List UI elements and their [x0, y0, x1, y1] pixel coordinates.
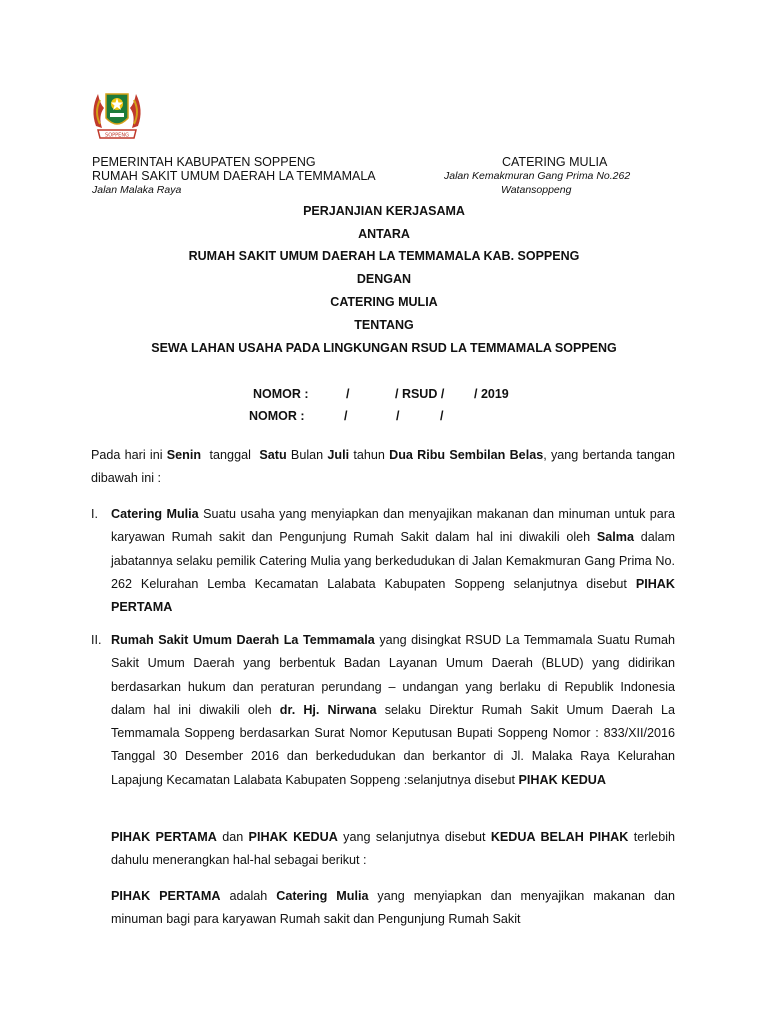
party-1-representative: Salma — [596, 530, 634, 545]
party-2-representative: dr. Hj. Nirwana — [279, 702, 377, 717]
intro-paragraph: Pada hari ini Senin tanggal Satu Bulan Juli tahun Dua Ribu Sembilan Belas, yang bertanda tangan dibawah ini : — [91, 448, 675, 486]
header-catering-address: Jalan Kemakmuran Gang Prima No.262 — [444, 170, 631, 182]
both-parties-paragraph: PIHAK PERTAMA dan PIHAK KEDUA yang selanjutnya disebut KEDUA BELAH PIHAK terlebih dahulu menerangkan hal-hal sebagai berikut : — [111, 830, 675, 868]
intro-date: Satu — [259, 448, 287, 462]
nomor-2-sep-2: / — [396, 409, 400, 423]
party-1-paragraph: Catering Mulia Suatu usaha yang menyiapkan dan menyajikan makanan dan minuman untuk para karyawan Rumah sakit dan Pengunjung Rumah Sakit dalam hal ini diwakili oleh Salma dalam jabatannya selaku pemilik Catering Mulia yang berkedudukan di Jalan Kemakmuran Gang Prima No. 262 Kelurahan Lemba Kecamatan Lalabata Kabupaten Soppeng selanjutnya disebut PIHAK PERTAMA — [111, 507, 675, 615]
emblem-caption: SOPPENG — [105, 132, 129, 139]
title-line-2: ANTARA — [358, 227, 410, 241]
intro-month: Juli — [327, 448, 350, 462]
party-2-name: Rumah Sakit Umum Daerah La Temmamala — [111, 633, 375, 647]
title-line-6: TENTANG — [354, 318, 414, 332]
party-1-role: PIHAK PERTAMA — [111, 576, 675, 615]
nomor-2-sep-1: / — [344, 409, 348, 423]
party-1-number: I. — [91, 507, 98, 521]
title-line-7: SEWA LAHAN USAHA PADA LINGKUNGAN RSUD LA TEMMAMALA SOPPENG — [151, 341, 617, 355]
party-2-paragraph: Rumah Sakit Umum Daerah La Temmamala yang disingkat RSUD La Temmamala Suatu Rumah Sakit Umum Daerah yang berbentuk Badan Layanan Umum Daerah (BLUD) yang didirikan berdasarkan hukum dan peraturan perundang – undangan yang berlaku di Republik Indonesia dalam hal ini diwakili oleh dr. Hj. Nirwana selaku Direktur Rumah Sakit Umum Daerah La Temmamala Soppeng berdasarkan Surat Nomor Keputusan Bupati Soppeng Nomor : 833/XII/2016 Tanggal 30 Desember 2016 dan berkedudukan dan berkantor di Jl. Malaka Raya Kelurahan Lapajung Kecamatan Lalabata Kabupaten Soppeng :selanjutnya disebut PIHAK KEDUA — [111, 633, 675, 787]
header-catering-name: CATERING MULIA — [502, 155, 608, 169]
nomor-1-year: / 2019 — [474, 387, 509, 401]
nomor-label-1: NOMOR : — [253, 387, 309, 401]
intro-day: Senin — [166, 448, 202, 462]
intro-year: Dua Ribu Sembilan Belas — [389, 448, 544, 462]
title-line-1: PERJANJIAN KERJASAMA — [303, 204, 465, 218]
nomor-2-sep-3: / — [440, 409, 444, 423]
title-line-4: DENGAN — [356, 272, 412, 286]
nomor-label-2: NOMOR : — [249, 409, 305, 423]
header-hospital: RUMAH SAKIT UMUM DAERAH LA TEMMAMALA — [92, 169, 376, 183]
nomor-1-sep-2: / RSUD / — [395, 387, 445, 401]
party-1-name: Catering Mulia — [111, 507, 199, 521]
title-line-3: RUMAH SAKIT UMUM DAERAH LA TEMMAMALA KAB. SOPPENG — [188, 249, 580, 263]
header-catering-city: Watansoppeng — [501, 184, 572, 196]
nomor-1-sep-1: / — [346, 387, 350, 401]
soppeng-emblem-logo — [88, 86, 146, 142]
title-line-5: CATERING MULIA — [330, 295, 438, 309]
party-2-role: PIHAK KEDUA — [518, 772, 606, 787]
header-government: PEMERINTAH KABUPATEN SOPPENG — [92, 155, 316, 169]
party-1-description-paragraph: PIHAK PERTAMA adalah Catering Mulia yang menyiapkan dan menyajikan makanan dan minuman bagi para karyawan Rumah sakit dan Pengunjung Rumah Sakit — [111, 889, 675, 927]
party-2-number: II. — [91, 633, 102, 647]
header-hospital-address: Jalan Malaka Raya — [92, 184, 182, 196]
